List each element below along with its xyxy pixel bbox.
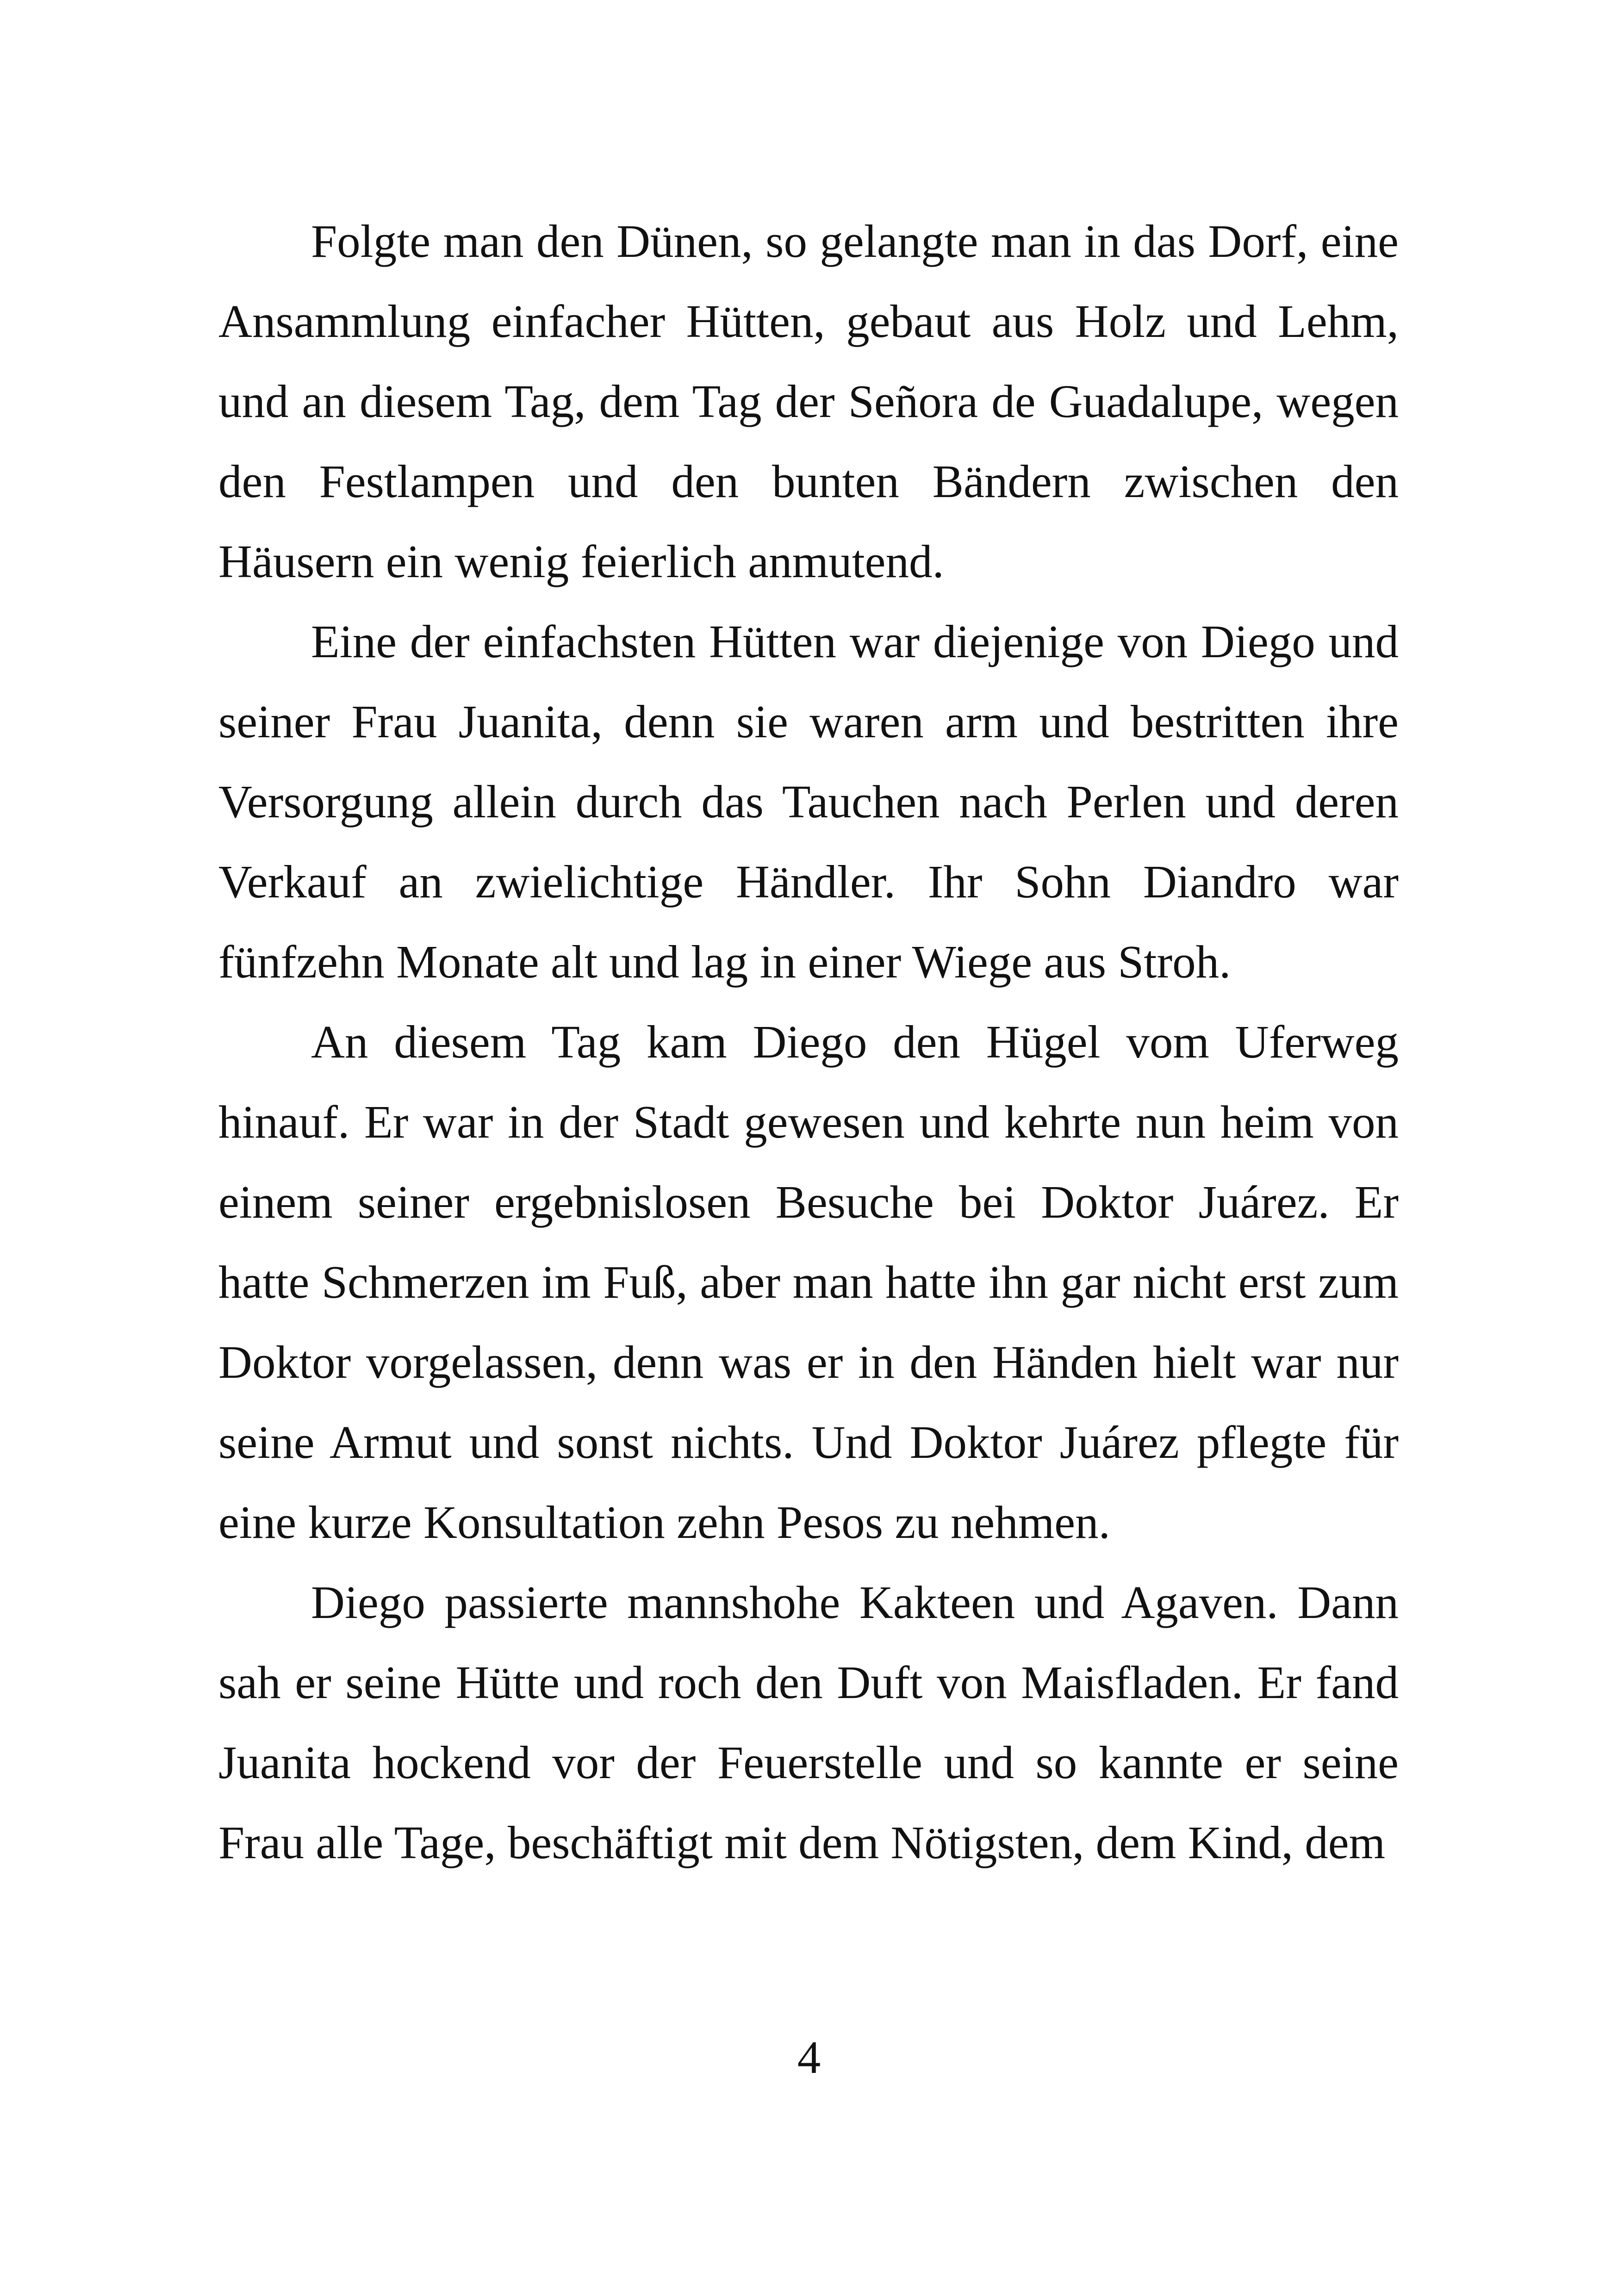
paragraph-2: Eine der einfachsten Hütten war diejenige von Diego und seiner Frau Juanita, denn sie waren arm und bestritten ihre Versorgung allein durch das Tauchen nach Perlen und deren Verkauf an zwielichtige Händler. Ihr Sohn Diandro war fünfzehn Monate alt und lag in einer Wiege aus Stroh.: [218, 616, 1399, 988]
paragraph-1: Folgte man den Dünen, so gelangte man in das Dorf, eine Ansammlung einfacher Hütten, gebaut aus Holz und Lehm, und an diesem Tag, dem Tag der Señora de Guadalupe, wegen den Festlampen und den bunten Bändern zwischen den Häusern ein wenig feierlich anmutend.: [218, 215, 1399, 587]
paragraph-3: An diesem Tag kam Diego den Hügel vom Uferweg hinauf. Er war in der Stadt gewesen und kehrte nun heim von einem seiner ergebnislosen Besuche bei Doktor Juárez. Er hatte Schmerzen im Fuß, aber man hatte ihn gar nicht erst zum Doktor vorgelassen, denn was er in den Händen hielt war nur seine Armut und sonst nichts. Und Doktor Juárez pflegte für eine kurze Konsultation zehn Pesos zu nehmen.: [218, 1016, 1399, 1548]
paragraph-4: Diego passierte mannshohe Kakteen und Agaven. Dann sah er seine Hütte und roch den Duft von Maisfladen. Er fand Juanita hockend vor der Feuerstelle und so kannte er seine Frau alle Tage, beschäftigt mit dem Nötigsten, dem Kind, dem: [218, 1576, 1399, 1868]
body-text: [218, 201, 1399, 1883]
page-number: 4: [797, 2031, 821, 2083]
